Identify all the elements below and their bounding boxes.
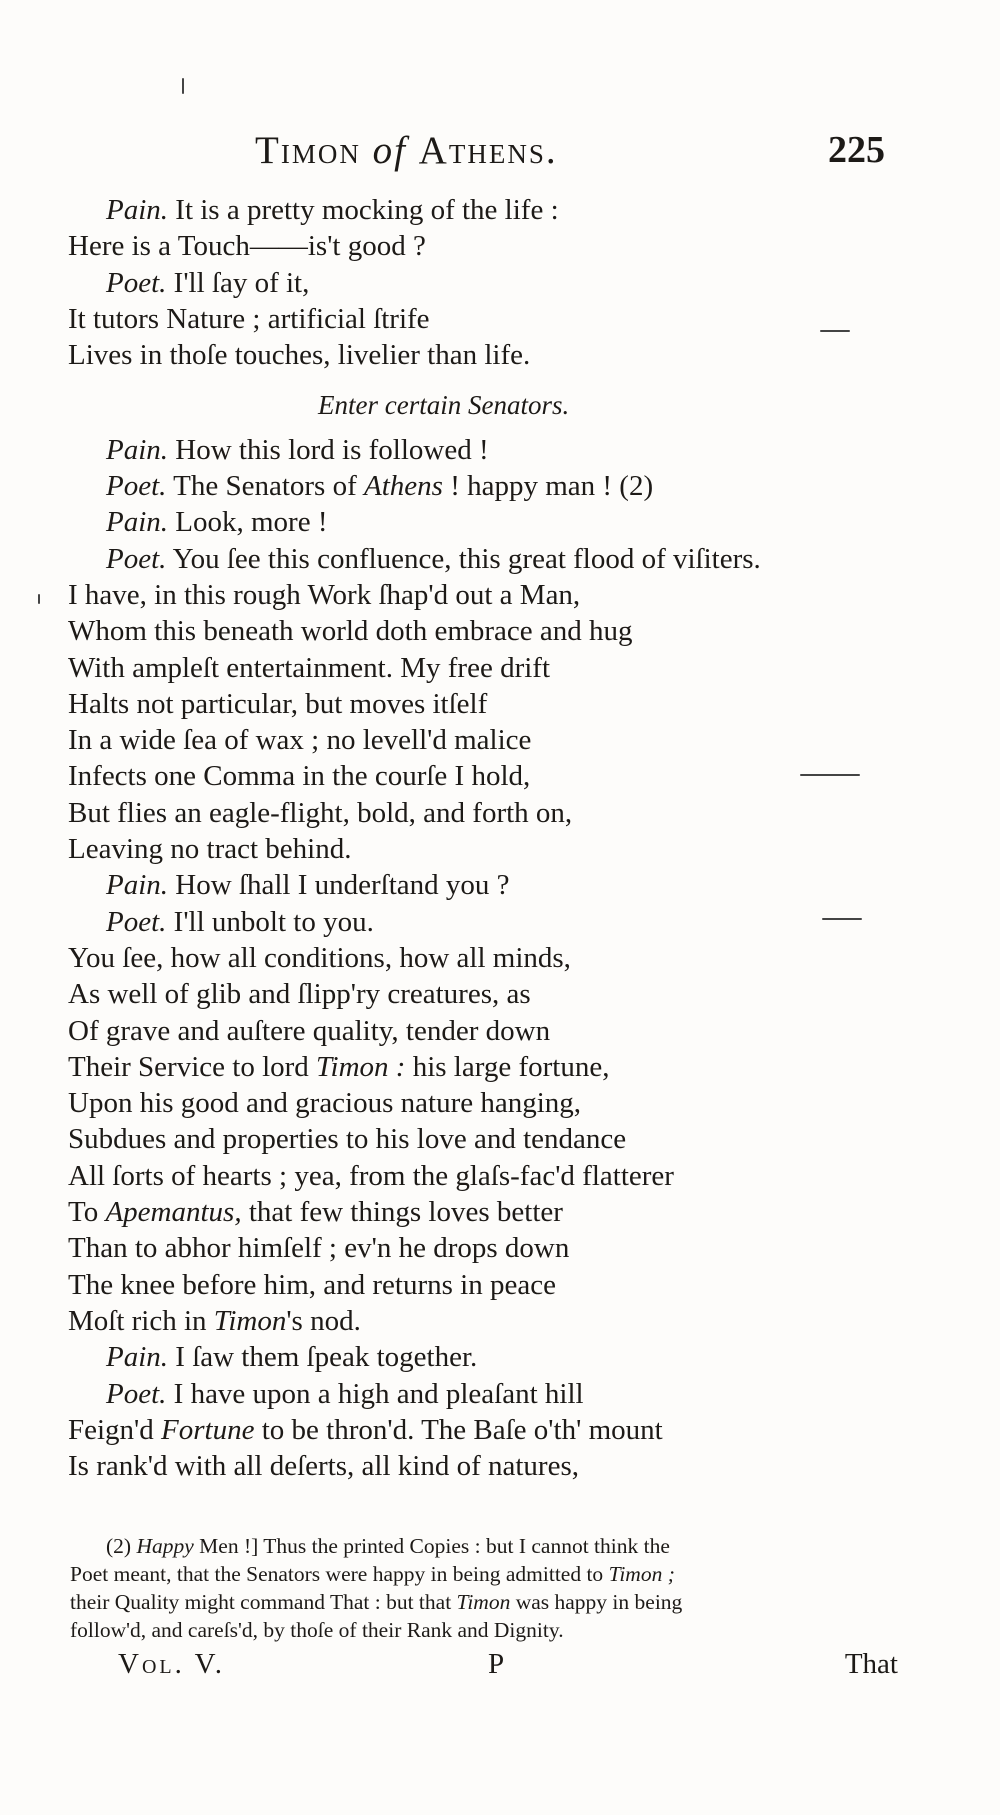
- verse-line: [68, 1230, 908, 1266]
- speaker-name: Pain.: [106, 433, 169, 466]
- footnote-line: [70, 1588, 900, 1616]
- footnote-text: Men !] Thus the printed Copies : but I cannot think the: [193, 1534, 670, 1558]
- speech-line: [68, 867, 908, 903]
- paper-speck: [820, 330, 850, 332]
- footnote-line: [70, 1532, 900, 1560]
- line-text: I have, in this rough Work ſhap'd out a Man,: [68, 578, 581, 611]
- running-header: [255, 128, 895, 176]
- italic-name: Apemantus,: [105, 1196, 242, 1229]
- speech-line: [68, 1339, 908, 1375]
- line-text: It tutors Nature ; artificial ſtrife: [68, 302, 430, 335]
- speech-line: [68, 504, 908, 540]
- italic-name: Fortune: [161, 1413, 255, 1446]
- speaker-name: Pain.: [106, 1341, 169, 1374]
- verse-line: [68, 577, 908, 613]
- speaker-name: Pain.: [106, 506, 169, 539]
- play-text: [68, 192, 908, 1484]
- verse-line: [68, 722, 908, 758]
- verse-line: [68, 976, 908, 1012]
- italic-name: Timon :: [316, 1050, 406, 1083]
- verse-line: [68, 940, 908, 976]
- verse-line: [68, 758, 908, 794]
- line-text: Leaving no tract behind.: [68, 833, 352, 866]
- line-text: All ſorts of hearts ; yea, from the glaſs-fac'd flatterer: [68, 1159, 674, 1192]
- line-text: It is a pretty mocking of the life :: [168, 194, 559, 226]
- line-text: The knee before him, and returns in peace: [68, 1268, 556, 1301]
- line-text: Here is a Touch——is't good ?: [68, 230, 426, 263]
- footnote: [70, 1532, 900, 1644]
- paper-speck: [800, 774, 860, 776]
- footnote-italic: Timon: [456, 1590, 511, 1614]
- running-title: [255, 128, 558, 173]
- verse-line: [68, 1267, 908, 1303]
- verse-line: [68, 831, 908, 867]
- speaker-name: Pain.: [106, 194, 169, 226]
- verse-line: [68, 1412, 908, 1448]
- line-text: You ſee this confluence, this great flood of viſiters.: [166, 542, 761, 575]
- line-text: that few things loves better: [241, 1196, 563, 1229]
- footnote-line: follow'd, and careſs'd, by thoſe of their Rank and Dignity.: [70, 1618, 564, 1642]
- verse-line: [68, 1049, 908, 1085]
- speaker-name: Pain.: [106, 869, 169, 902]
- verse-line: [68, 1303, 908, 1339]
- speech-line: [68, 904, 908, 940]
- title-first-word: Timon: [255, 129, 361, 172]
- verse-line: [68, 613, 908, 649]
- footnote-marker: (2): [106, 1534, 137, 1558]
- line-text: I'll unbolt to you.: [166, 905, 374, 938]
- title-of: of: [372, 129, 407, 172]
- speaker-name: Poet.: [106, 905, 167, 938]
- line-text: Is rank'd with all deſerts, all kind of natures,: [68, 1450, 579, 1483]
- footnote-text: Poet meant, that the Senators were happy in being admitted to: [70, 1562, 609, 1586]
- line-text: Upon his good and gracious nature hanging,: [68, 1087, 582, 1120]
- italic-name: Athens: [364, 470, 443, 503]
- footnote-italic: Timon ;: [608, 1562, 675, 1586]
- speaker-name: Poet.: [106, 266, 167, 299]
- italic-name: Timon: [213, 1304, 287, 1337]
- page-footer: [118, 1648, 898, 1688]
- verse-line: [68, 1194, 908, 1230]
- paper-speck: [182, 78, 184, 94]
- line-text: To: [68, 1196, 106, 1229]
- speech-line: [68, 265, 908, 301]
- line-text: Their Service to lord: [68, 1050, 317, 1083]
- verse-line: [68, 650, 908, 686]
- line-text: I have upon a high and pleaſant hill: [166, 1377, 584, 1410]
- footnote-line: [70, 1560, 900, 1588]
- verse-line: [68, 1158, 908, 1194]
- verse-line: [68, 1013, 908, 1049]
- page-number: 225: [828, 129, 885, 171]
- volume-signature: Vol. V.: [118, 1648, 226, 1680]
- line-text: Lives in thoſe touches, livelier than life.: [68, 339, 531, 372]
- line-text: Of grave and auſtere quality, tender down: [68, 1014, 551, 1047]
- verse-line: [68, 337, 908, 373]
- verse-line: [68, 795, 908, 831]
- line-text: Look, more !: [168, 506, 328, 539]
- line-text: Moſt rich in: [68, 1304, 214, 1337]
- line-text: Feign'd: [68, 1413, 162, 1446]
- line-text: ! happy man ! (2): [442, 470, 654, 503]
- paper-speck: [822, 918, 862, 920]
- verse-line: [68, 1121, 908, 1157]
- speech-line: [68, 1376, 908, 1412]
- footnote-lemma: Happy: [136, 1534, 194, 1558]
- line-text: How ſhall I underſtand you ?: [168, 869, 510, 902]
- line-text: In a wide ſea of wax ; no levell'd malice: [68, 724, 532, 757]
- speaker-name: Poet.: [106, 1377, 167, 1410]
- line-text: I ſaw them ſpeak together.: [168, 1341, 478, 1374]
- speech-line: [68, 468, 908, 504]
- line-text: Than to abhor himſelf ; ev'n he drops down: [68, 1232, 570, 1265]
- speaker-name: Poet.: [106, 542, 167, 575]
- line-text: You ſee, how all conditions, how all minds,: [68, 941, 571, 974]
- line-text: 's nod.: [286, 1304, 361, 1337]
- speaker-name: Poet.: [106, 470, 167, 503]
- line-text: I'll ſay of it,: [166, 266, 310, 299]
- speech-line: [68, 541, 908, 577]
- verse-line: [68, 228, 908, 264]
- stage-direction: Enter certain Senators.: [318, 390, 570, 421]
- verse-line: [68, 1448, 908, 1484]
- speech-line: [68, 432, 908, 468]
- line-text: With ampleſt entertainment. My free drift: [68, 651, 550, 684]
- footnote-text: their Quality might command That : but that: [70, 1590, 457, 1614]
- line-text: But flies an eagle-flight, bold, and forth on,: [68, 796, 573, 829]
- title-last-word: Athens.: [418, 129, 558, 172]
- line-text: How this lord is followed !: [168, 433, 489, 466]
- footnote-text: was happy in being: [510, 1590, 683, 1614]
- verse-line: [68, 301, 908, 337]
- verse-line: [68, 1085, 908, 1121]
- catchword: That: [844, 1648, 898, 1680]
- line-text: Subdues and properties to his love and tendance: [68, 1123, 627, 1156]
- line-text: Infects one Comma in the courſe I hold,: [68, 760, 531, 793]
- line-text: Whom this beneath world doth embrace and hug: [68, 615, 633, 648]
- verse-line: [68, 686, 908, 722]
- line-text: As well of glib and ſlipp'ry creatures, as: [68, 978, 531, 1011]
- signature-mark: P: [488, 1648, 505, 1680]
- line-text: to be thron'd. The Baſe o'th' mount: [254, 1413, 663, 1446]
- line-text: Halts not particular, but moves itſelf: [68, 687, 488, 720]
- line-text: The Senators of: [166, 470, 364, 503]
- speech-line: [68, 192, 908, 228]
- line-text: his large fortune,: [405, 1050, 610, 1083]
- paper-speck: [38, 594, 40, 604]
